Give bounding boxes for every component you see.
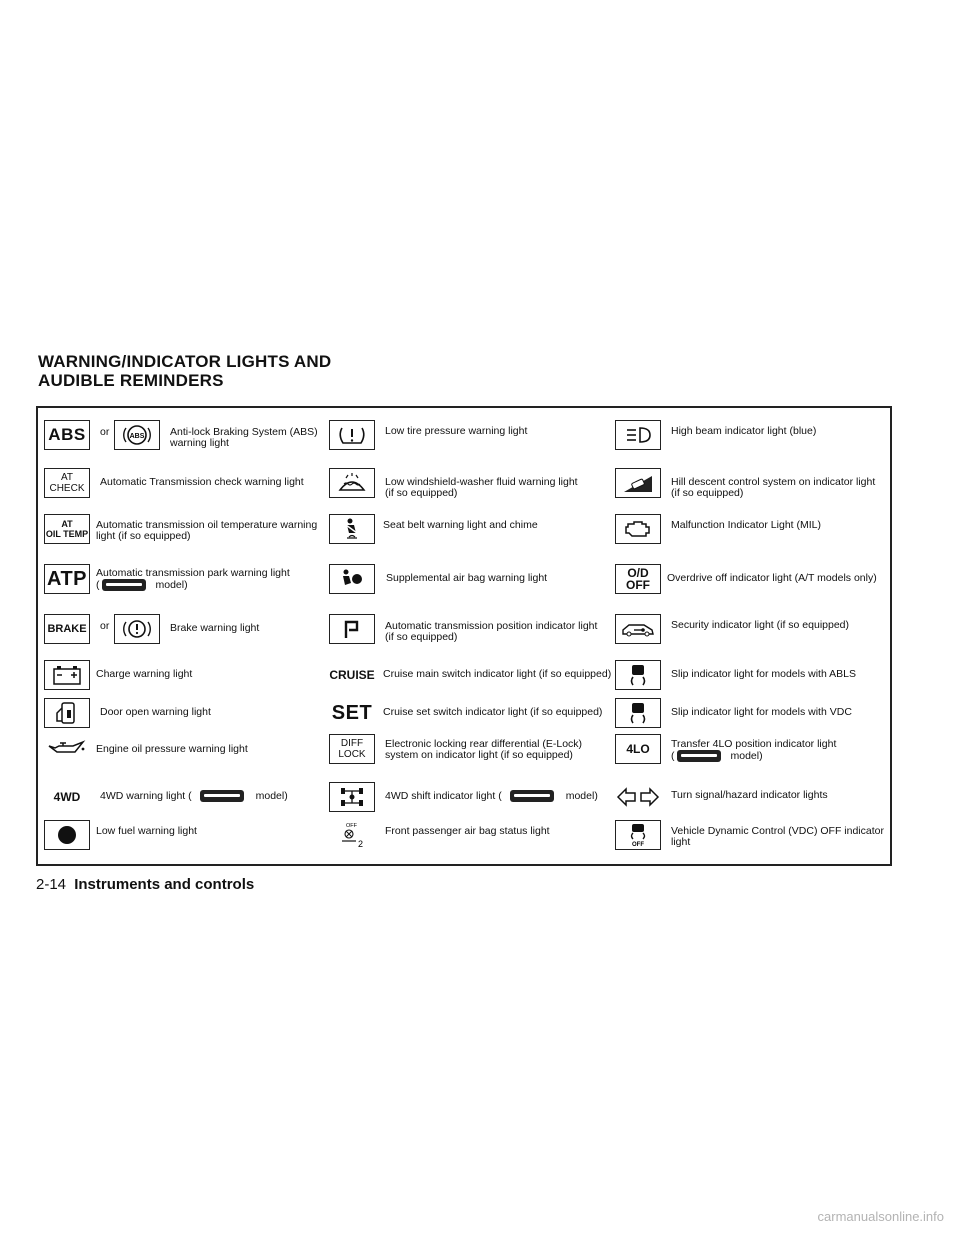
4wd-shift-icon (329, 782, 375, 812)
4lo-text-icon: 4LO (615, 734, 661, 764)
svg-text:2: 2 (358, 839, 364, 849)
page-title: WARNING/INDICATOR LIGHTS AND AUDIBLE REMINDERS (38, 352, 332, 390)
slip-icon (615, 660, 661, 690)
oil-can-icon (44, 734, 90, 764)
page-footer (36, 876, 254, 893)
abs-circle-icon (114, 420, 160, 450)
p-position-icon (329, 614, 375, 644)
slip-icon (615, 698, 661, 728)
cruise-text-icon: CRUISE (329, 660, 375, 690)
4wd-text-icon: 4WD (44, 782, 90, 812)
seat-belt-icon (329, 514, 375, 544)
high-beam-icon (615, 420, 661, 450)
svg-text:ABS: ABS (129, 433, 145, 440)
at-oil-temp-icon: AT OIL TEMP (44, 514, 90, 544)
vdc-off-icon (615, 820, 661, 850)
door-open-icon (44, 698, 90, 728)
4x4-badge-icon (510, 790, 554, 802)
abs-text-icon: ABS (44, 420, 90, 450)
section-title: Instruments and controls (74, 876, 255, 893)
engine-icon (615, 514, 661, 544)
brake-circle-icon (114, 614, 160, 644)
hill-descent-icon (615, 468, 661, 498)
fuel-dot-icon (44, 820, 90, 850)
airbag-icon (329, 564, 375, 594)
page-number: 2-14 (36, 876, 67, 893)
4x4-badge-icon (102, 579, 146, 591)
low-tire-pressure-icon (329, 420, 375, 450)
4x4-badge-icon (200, 790, 244, 802)
security-car-icon (615, 614, 661, 644)
passenger-airbag-off-icon (329, 820, 375, 850)
indicator-table: ABS or ABS Anti-lock Braking System (ABS) warning light Low tire pressure warning light High beam indicator light (blue) AT CHECK Automatic Transmission check warning light Low windshield-washer fluid warning light (if so equipped) Hill descent control system on indicator light (if so equipped) AT OIL TEMP Automatic transmission oil temperature warning light (if so equipped) Seat belt warning light and chime Malfunction Indicator Light (MIL) ATP Automatic transmission park warning light ( model) Supplemental air bag warning light O/D OFF Overdrive off indicator light (A/T models only) BRAKE or Brake warning light Automatic transmission position indicator light (if so equipped) Security indicator light (if so equipped) Charge warning light CRUISE Cruise main switch indicator light (if so equipped) Slip indicator light for models with ABLS Door open warning light SET Cruise set switch indicator light (if so equipped) Slip indicator light for models with VDC Engine oil pressure warning light DIFF LOCK Electronic locking rear differential (E-Lock) system on indicator light (if so equipped) 4LO Transfer 4LO position indicator light ( model) 4WD 4WD warning light ( model) 4WD shift indicator light ( model) Turn signal/hazard indicator lights Low fuel warning light OFF 2 Front passenger air bag status light OFF Vehicle Dynamic Control (VDC) OFF indicator light (36, 406, 892, 866)
turn-signal-icon (615, 782, 661, 812)
at-check-icon: AT CHECK (44, 468, 90, 498)
diff-lock-icon: DIFF LOCK (329, 734, 375, 764)
brake-text-icon: BRAKE (44, 614, 90, 644)
svg-text:OFF: OFF (346, 823, 357, 829)
battery-icon (44, 660, 90, 690)
atp-text-icon: ATP (44, 564, 90, 594)
svg-text:OFF: OFF (632, 842, 644, 848)
od-off-icon: O/D OFF (615, 564, 661, 594)
set-text-icon: SET (329, 698, 375, 728)
4x4-badge-icon (677, 750, 721, 762)
watermark: carmanualsonline.info (817, 1209, 944, 1224)
washer-fluid-icon (329, 468, 375, 498)
